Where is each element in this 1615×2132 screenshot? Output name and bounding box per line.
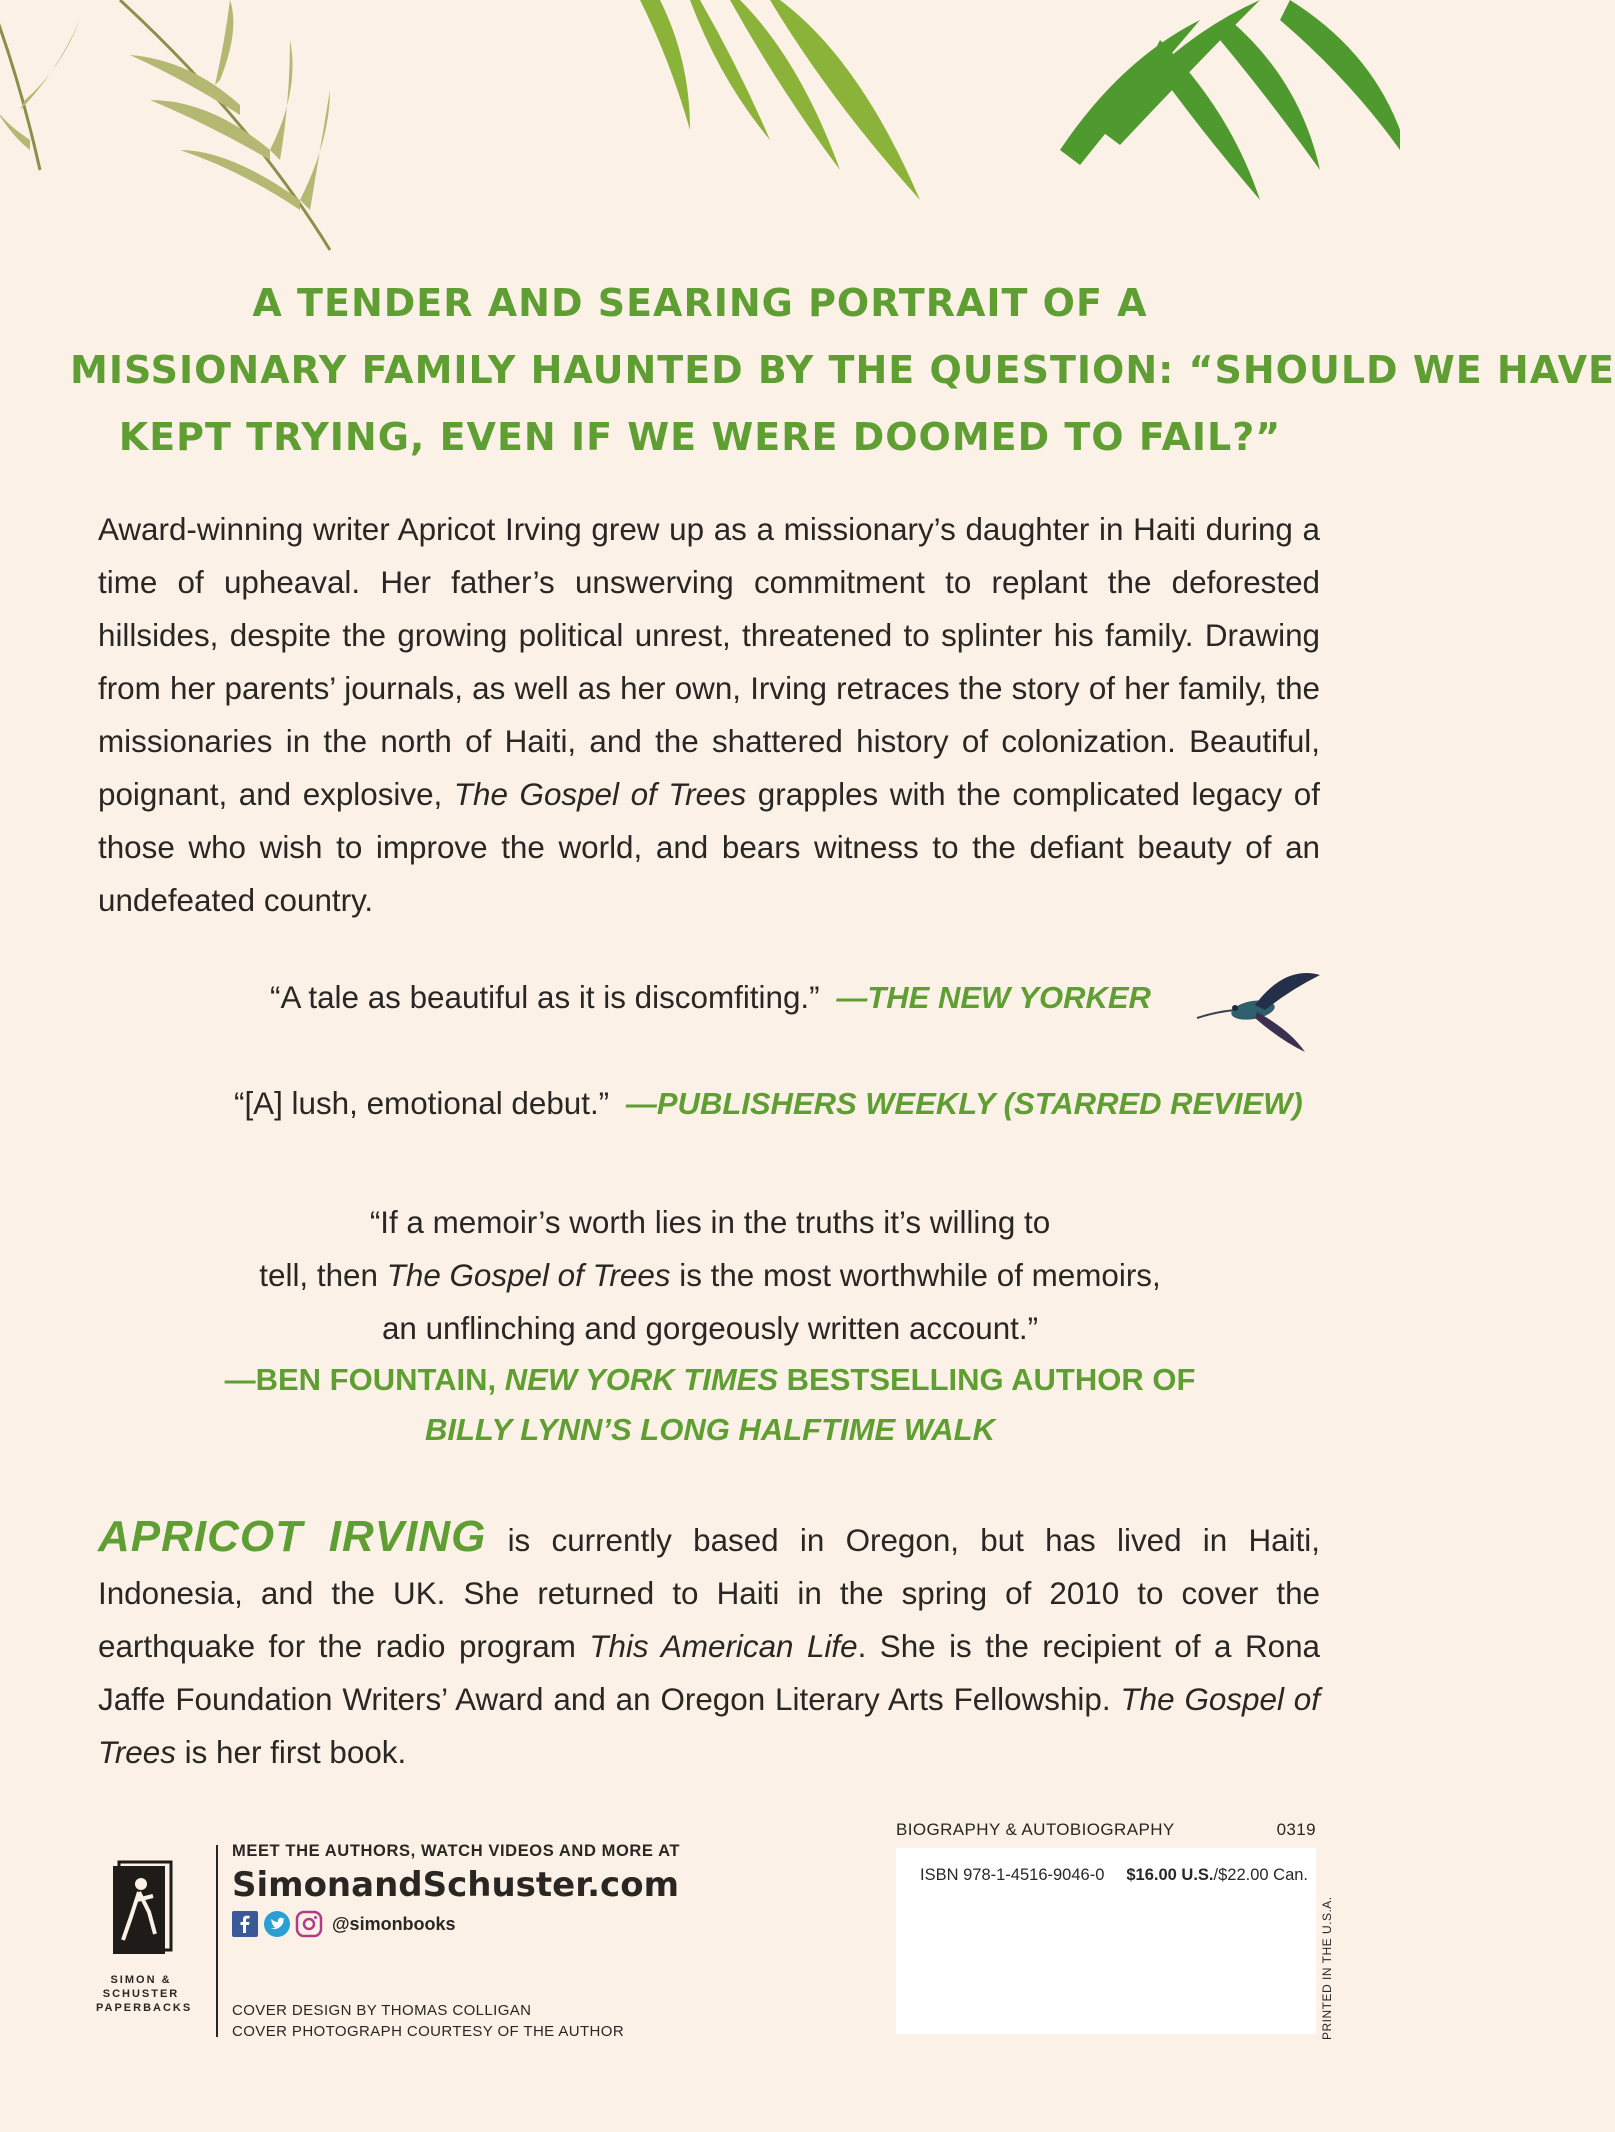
barcode-area [896,1848,1316,2034]
headline-line-1: A TENDER AND SEARING PORTRAIT OF A [252,281,1148,325]
printed-in-usa: PRINTED IN THE U.S.A. [1320,1896,1334,2040]
hummingbird-icon [1195,960,1325,1055]
quote-book-title: The Gospel of Trees [386,1258,671,1293]
publisher-website-link[interactable]: SimonandSchuster.com [232,1865,679,1905]
quote-attribution: —THE NEW YORKER [836,980,1151,1015]
quote-text: “[A] lush, emotional debut.” [234,1086,610,1121]
headline [70,270,1615,471]
review-quote-new-yorker [270,980,1151,1016]
social-handle[interactable]: @simonbooks [332,1913,456,1934]
quote-line-1: “If a memoir’s worth lies in the truths it’s willing to [369,1205,1051,1240]
quote-attribution: —PUBLISHERS WEEKLY (STARRED REVIEW) [625,1086,1303,1121]
isbn-price-line [920,1866,1308,1885]
category-code: 0319 [1276,1820,1316,1839]
publisher-logo [96,1862,193,2015]
blurb-part-2: grapples with the complicated legacy of those who wish to improve the world, and bears witness to the defiant beauty of an undefeated country. [98,777,1320,918]
isbn: ISBN 978-1-4516-9046-0 [920,1866,1105,1884]
price: $16.00 U.S./$22.00 Can. [1126,1866,1309,1884]
quote-attribution-book: BILLY LYNN’S LONG HALFTIME WALK [424,1412,996,1447]
headline-line-3: KEPT TRYING, EVEN IF WE WERE DOOMED TO FAIL?” [118,415,1282,459]
palm-leaves-illustration [0,0,1400,300]
publisher-promo [232,1842,680,1937]
author-name: APRICOT IRVING [98,1512,487,1561]
blurb-part-1: Award-winning writer Apricot Irving grew up as a missionary’s daughter in Haiti during a time of upheaval. Her father’s unswerving commitment to replant the deforested hillsides, despite the growing political unrest, threatened to splinter his family. Drawing from her parents’ journals, as well as her own, Irving retraces the story of her family, the missionaries in the north of Haiti, and the shattered history of colonization. Beautiful, poignant, and explosive, [98,512,1320,812]
category-label: BIOGRAPHY & AUTOBIOGRAPHY [896,1820,1175,1839]
book-description [98,503,1320,927]
social-links [232,1911,680,1937]
quote-text: “A tale as beautiful as it is discomfiting.” [270,980,820,1015]
headline-line-2: MISSIONARY FAMILY HAUNTED BY THE QUESTION: “SHOULD WE HAVE [70,348,1615,392]
cover-design-credit: COVER DESIGN BY THOMAS COLLIGAN [232,2002,532,2019]
blurb-book-title: The Gospel of Trees [453,777,747,812]
facebook-icon[interactable] [232,1911,258,1937]
book-category [896,1820,1316,1840]
promo-text: MEET THE AUTHORS, WATCH VIDEOS AND MORE AT [232,1842,681,1860]
publisher-name: SIMON & SCHUSTER PAPERBACKS [96,1974,193,2014]
quote-line-2: tell, then The Gospel of Trees is the most worthwhile of memoirs, [259,1258,1161,1293]
author-bio: APRICOT IRVING is currently based in Oregon, but has lived in Haiti, Indonesia, and the UK. She returned to Haiti in the spring of 2010 to cover the earthquake for the radio program This American Life. She is the recipient of a Rona Jaffe Foundation Writers’ Award and an Oregon Literary Arts Fellowship. The Gospel of Trees is her first book. [98,1512,1321,1770]
cover-credits [232,2000,624,2042]
divider [216,1845,218,2037]
review-quote-publishers-weekly [234,1086,1303,1122]
quote-line-3: an unflinching and gorgeously written account.” [381,1311,1039,1346]
bio-book-title: The Gospel of Trees [98,1682,1320,1770]
review-quote-ben-fountain [180,1196,1240,1455]
radio-program-title: This American Life [589,1629,858,1664]
sower-logo-icon [109,1862,173,1958]
instagram-icon[interactable] [296,1911,322,1937]
twitter-icon[interactable] [264,1911,290,1937]
quote-attribution: —BEN FOUNTAIN, NEW YORK TIMES BESTSELLING AUTHOR OF [224,1362,1196,1397]
cover-photo-credit: COVER PHOTOGRAPH COURTESY OF THE AUTHOR [232,2023,625,2040]
